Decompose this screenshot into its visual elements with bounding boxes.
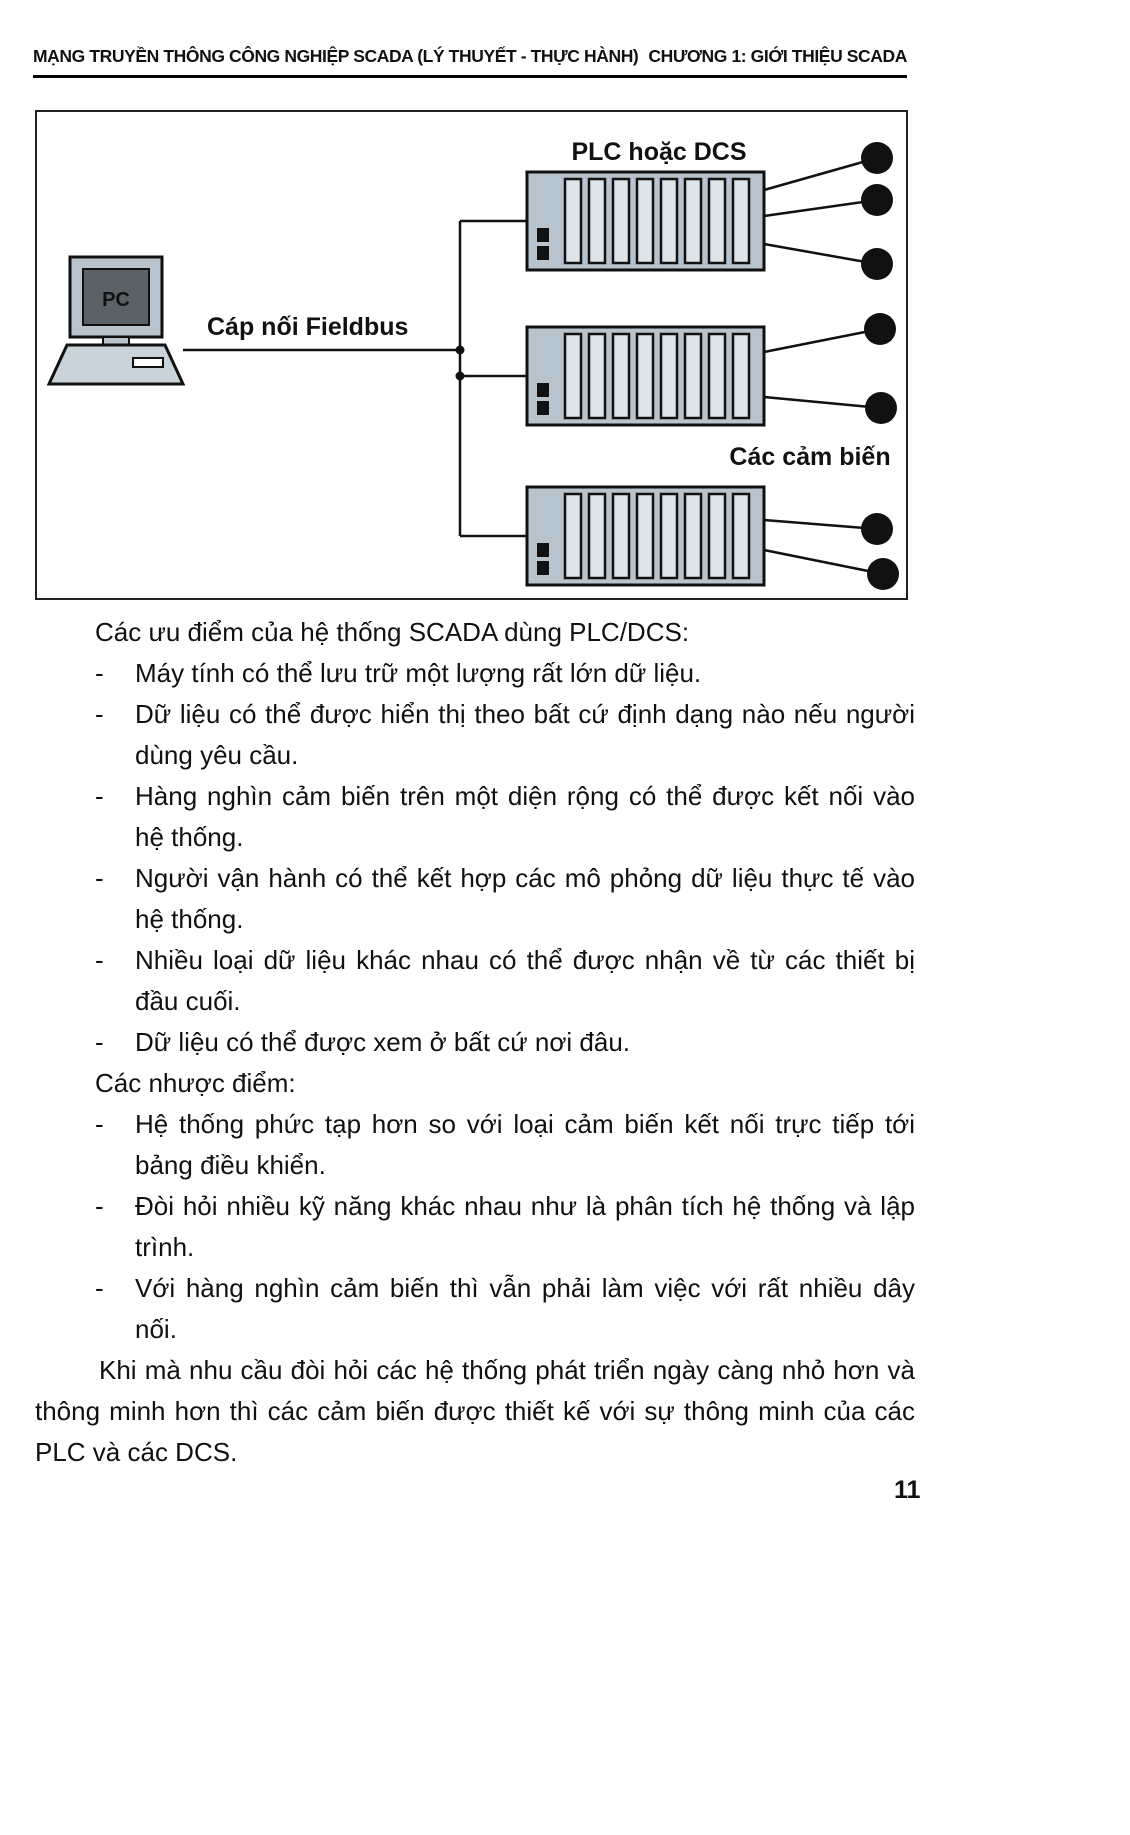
list-item [95, 1022, 915, 1063]
sensor-connection-lines [764, 158, 883, 574]
bullet-dash: - [95, 1109, 104, 1139]
plc-rack-1 [527, 172, 764, 270]
list-item-text: Dữ liệu có thể được xem ở bất cứ nơi đâu. [135, 1027, 631, 1057]
list-item-text: Hàng nghìn cảm biến trên một diện rộng có thể được kết nối vào hệ thống. [135, 781, 915, 852]
sensor-icon [861, 142, 893, 174]
bus-junction-dot [456, 346, 465, 355]
header-right-chapter: CHƯƠNG 1: GIỚI THIỆU SCADA [648, 46, 907, 66]
bullet-dash: - [95, 1027, 104, 1057]
advantages-heading: Các ưu điểm của hệ thống SCADA dùng PLC/DCS: [95, 617, 690, 647]
list-item [95, 1104, 915, 1186]
list-item [95, 776, 915, 858]
header-left-title: MẠNG TRUYỀN THÔNG CÔNG NGHIỆP SCADA (LÝ THUYẾT - THỰC HÀNH) [33, 46, 639, 66]
list-item [95, 940, 915, 1022]
sensors-label: Các cảm biến [729, 443, 891, 471]
list-item [95, 1268, 915, 1350]
list-item-text: Với hàng nghìn cảm biến thì vẫn phải làm việc với rất nhiều dây nối. [135, 1273, 915, 1344]
fieldbus-label: Cáp nối Fieldbus [207, 313, 409, 341]
scada-diagram [35, 110, 908, 600]
bullet-dash: - [95, 1191, 104, 1221]
plc-dcs-label: PLC hoặc DCS [571, 138, 747, 166]
list-item [95, 653, 915, 694]
list-item-text: Người vận hành có thể kết hợp các mô phỏng dữ liệu thực tế vào hệ thống. [135, 863, 915, 934]
body-text [35, 612, 915, 1473]
list-item-text: Hệ thống phức tạp hơn so với loại cảm biến kết nối trực tiếp tới bảng điều khiển. [135, 1109, 915, 1180]
sensor-icon [865, 392, 897, 424]
sensor-icon [864, 313, 896, 345]
plc-rack-3 [527, 487, 764, 585]
page-header [33, 46, 907, 78]
disadvantages-heading: Các nhược điểm: [95, 1068, 296, 1098]
pc-label: PC [102, 289, 130, 311]
disadvantages-list [95, 1104, 915, 1350]
list-item-text: Dữ liệu có thể được hiển thị theo bất cứ định dạng nào nếu người dùng yêu cầu. [135, 699, 915, 770]
plc-rack-2 [527, 327, 764, 425]
bullet-dash: - [95, 945, 104, 975]
bullet-dash: - [95, 781, 104, 811]
list-item [95, 694, 915, 776]
list-item [95, 858, 915, 940]
sensor-icon [867, 558, 899, 590]
list-item-text: Đòi hỏi nhiều kỹ năng khác nhau như là phân tích hệ thống và lập trình. [135, 1191, 915, 1262]
bullet-dash: - [95, 1273, 104, 1303]
fieldbus-cable-lines [183, 221, 527, 536]
bullet-dash: - [95, 658, 104, 688]
sensor-icon [861, 184, 893, 216]
diagram-canvas [37, 112, 906, 598]
sensor-icon [861, 513, 893, 545]
pc-icon [49, 257, 183, 384]
list-item [95, 1186, 915, 1268]
bullet-dash: - [95, 863, 104, 893]
bullet-dash: - [95, 699, 104, 729]
bus-junction-dot [456, 372, 465, 381]
advantages-list [95, 653, 915, 1063]
list-item-text: Máy tính có thể lưu trữ một lượng rất lớn dữ liệu. [135, 658, 702, 688]
page-number: 11 [894, 1476, 921, 1504]
list-item-text: Nhiều loại dữ liệu khác nhau có thể được nhận về từ các thiết bị đầu cuối. [135, 945, 915, 1016]
sensor-dots [861, 142, 899, 590]
sensor-icon [861, 248, 893, 280]
closing-paragraph: Khi mà nhu cầu đòi hỏi các hệ thống phát triển ngày càng nhỏ hơn và thông minh hơn thì các cảm biến được thiết kế với sự thông minh của các PLC và các DCS. [35, 1355, 915, 1467]
